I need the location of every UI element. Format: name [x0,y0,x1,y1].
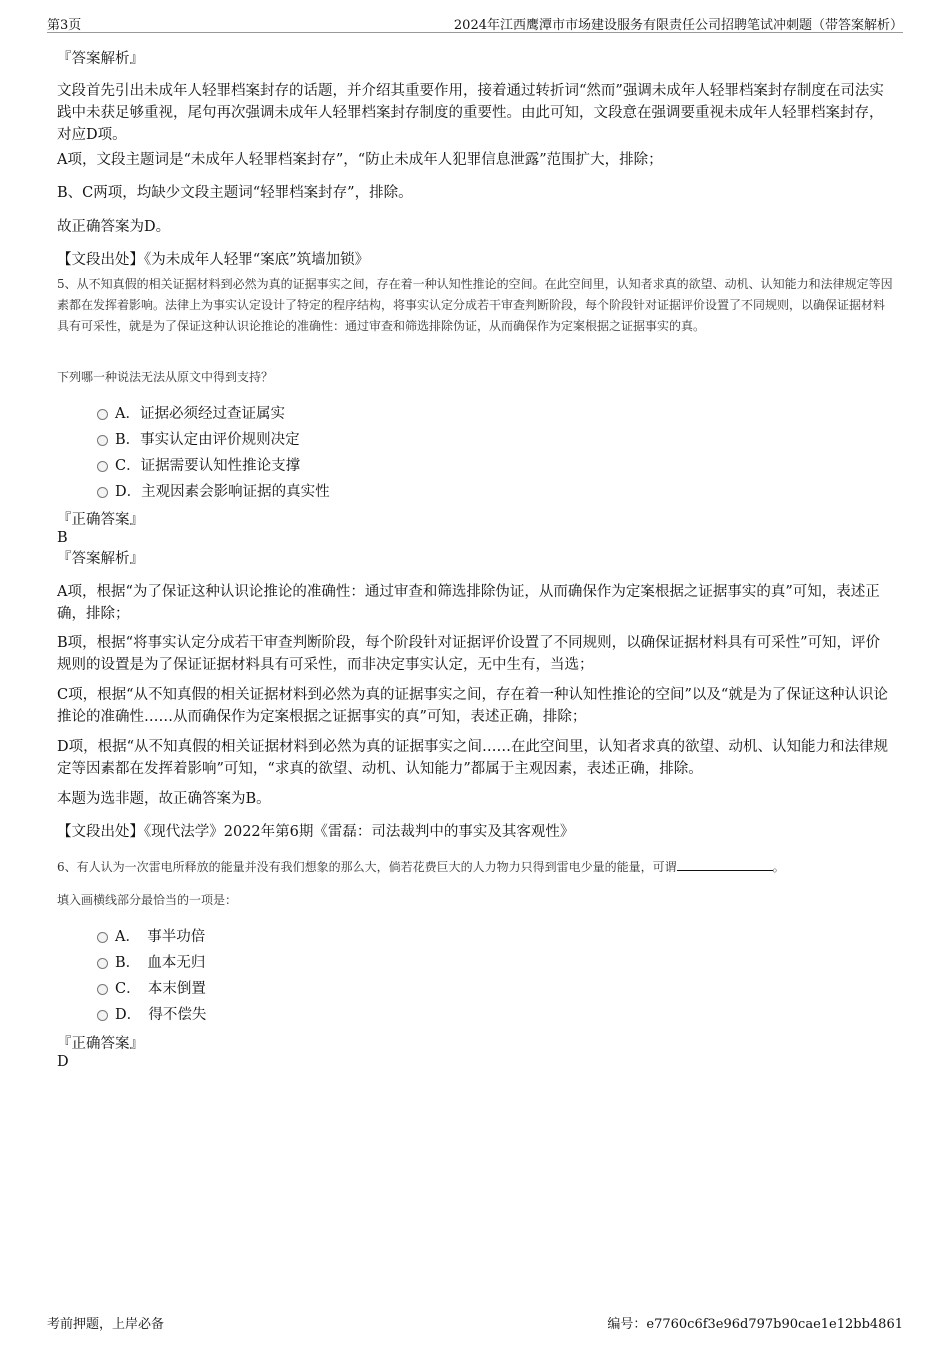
q5-question: 下列哪一种说法无法从原文中得到支持？ [57,370,274,384]
q5-answer-label: 『正确答案』 [57,512,144,528]
radio-icon[interactable] [97,409,108,420]
radio-icon[interactable] [97,461,108,472]
q6-option-a[interactable]: A． 事半功倍 [97,926,205,948]
q5-stem: 5、从不知真假的相关证据材料到必然为真的证据事实之间，存在着一种认知性推论的空间。在此空间里，认知者求真的欲望、动机、认知能力和法律规定等因素都在发挥着影响。法律上为事实认定设计了特定的程序结构，将事实认定分成若干审查判断阶段，每个阶段针对证据评价设置了不同规则，以确保证据材料具有可采性，就是为了保证这种认识论推论的准确性：通过审查和筛选排除伪证，从而确保作为定案根据之证据事实的真。 [57,277,893,333]
page-header [47,14,903,33]
document-title: 2024年江西鹰潭市市场建设服务有限责任公司招聘笔试冲刺题（带答案解析） [453,18,903,33]
q4-analysis-para: B、C两项，均缺少文段主题词“轻罪档案封存”，排除。 [57,185,413,201]
radio-icon[interactable] [97,435,108,446]
radio-icon[interactable] [97,958,108,969]
radio-icon[interactable] [97,1010,108,1021]
q4-source: 【文段出处】《为未成年人轻罪“案底”筑墙加锁》 [57,252,370,268]
radio-icon[interactable] [97,984,108,995]
q6-question: 填入画横线部分最恰当的一项是： [57,893,238,907]
q5-answer: B [57,530,68,546]
q4-analysis-para: A项，文段主题词是“未成年人轻罪档案封存”，“防止未成年人犯罪信息泄露”范围扩大，排除； [57,152,663,168]
q5-option-c[interactable]: C．证据需要认知性推论支撑 [97,455,300,477]
q5-option-b[interactable]: B．事实认定由评价规则决定 [97,429,300,451]
q5-analysis-para: B项，根据“将事实认定分成若干审查判断阶段，每个阶段针对证据评价设置了不同规则，以确保证据材料具有可采性”可知，评价规则的设置是为了保证证据材料具有可采性，而非决定事实认定，无中生有，当选； [57,635,880,673]
document-id: 编号：e7760c6f3e96d797b90cae1e12bb4861 [607,1317,903,1332]
q6-option-d[interactable]: D． 得不偿失 [97,1004,206,1026]
q5-answer-summary: 本题为选非题，故正确答案为B。 [57,791,271,807]
q6-option-c[interactable]: C． 本末倒置 [97,978,206,1000]
q5-analysis-para: C项，根据“从不知真假的相关证据材料到必然为真的证据事实之间，存在着一种认知性推论的空间”以及“就是为了保证这种认识论推论的准确性……从而确保作为定案根据之证据事实的真”可知，表述正确，排除； [57,687,888,725]
q6-answer-label: 『正确答案』 [57,1036,144,1052]
q5-analysis-para: D项，根据“从不知真假的相关证据材料到必然为真的证据事实之间……在此空间里，认知者求真的欲望、动机、认知能力和法律规定等因素都在发挥着影响”可知，“求真的欲望、动机、认知能力”都属于主观因素，表述正确，排除。 [57,739,889,777]
q5-analysis-para: A项，根据“为了保证这种认识论推论的准确性：通过审查和筛选排除伪证，从而确保作为定案根据之证据事实的真”可知，表述正确，排除； [57,584,880,622]
q6-option-b[interactable]: B． 血本无归 [97,952,205,974]
footer-slogan: 考前押题，上岸必备 [47,1317,165,1332]
q4-answer-summary: 故正确答案为D。 [57,219,171,235]
q5-option-d[interactable]: D．主观因素会影响证据的真实性 [97,481,330,503]
q5-source: 【文段出处】《现代法学》2022年第6期《雷磊：司法裁判中的事实及其客观性》 [57,824,575,840]
radio-icon[interactable] [97,932,108,943]
fill-blank [677,858,773,871]
page-number: 第3页 [47,18,82,33]
q6-answer: D [57,1054,69,1070]
q5-analysis-label: 『答案解析』 [57,551,144,567]
q6-stem: 6、有人认为一次雷电所释放的能量并没有我们想象的那么大，倘若花费巨大的人力物力只得到雷电少量的能量，可谓 。 [57,860,785,874]
q4-analysis-para: 文段首先引出未成年人轻罪档案封存的话题，并介绍其重要作用，接着通过转折词“然而”强调未成年人轻罪档案封存制度在司法实践中未获足够重视，尾句再次强调未成年人轻罪档案封存制度的重要性。由此可知，文段意在强调要重视未成年人轻罪档案封存，对应D项。 [57,83,884,143]
q5-option-a[interactable]: A．证据必须经过查证属实 [97,403,285,425]
radio-icon[interactable] [97,487,108,498]
q4-analysis-label: 『答案解析』 [57,51,144,67]
